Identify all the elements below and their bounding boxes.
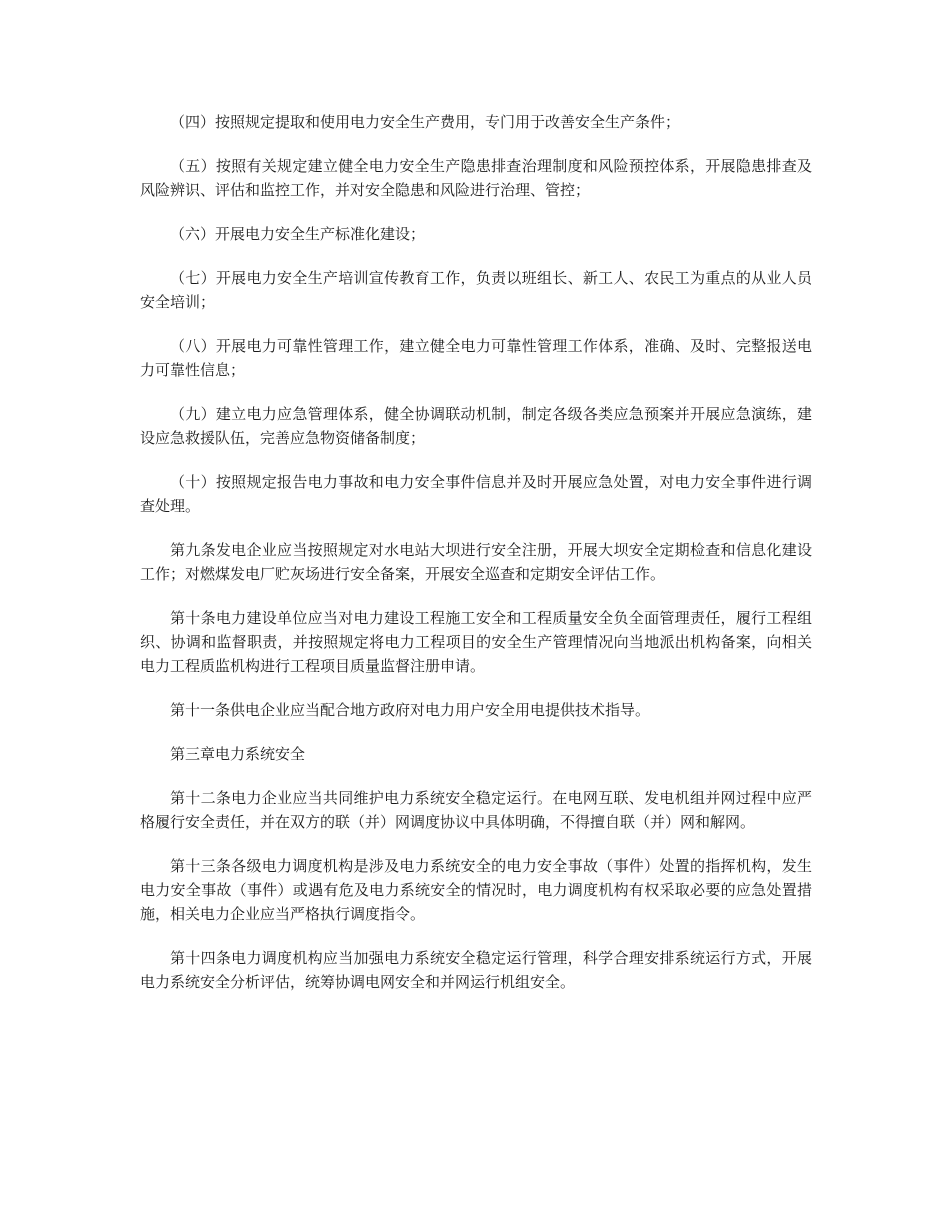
chapter-3-heading: 第三章电力系统安全: [170, 745, 306, 763]
paragraph-item-6: （六）开展电力安全生产标准化建设；: [170, 225, 426, 243]
document-body: [140, 110, 812, 1014]
article-9: 第九条发电企业应当按照规定对水电站大坝进行安全注册，开展大坝安全定期检查和信息化建设工作；对燃煤发电厂贮灰场进行安全备案，开展安全巡查和定期安全评估工作。: [140, 541, 812, 583]
article-14: 第十四条电力调度机构应当加强电力系统安全稳定运行管理，科学合理安排系统运行方式，开展电力系统安全分析评估，统筹协调电网安全和并网运行机组安全。: [140, 949, 812, 991]
article-10: 第十条电力建设单位应当对电力建设工程施工安全和工程质量安全负全面管理责任，履行工程组织、协调和监督职责，并按照规定将电力工程项目的安全生产管理情况向当地派出机构备案，向相关电力工程质监机构进行工程项目质量监督注册申请。: [140, 609, 812, 675]
article-11: 第十一条供电企业应当配合地方政府对电力用户安全用电提供技术指导。: [170, 701, 651, 719]
paragraph-item-10: （十）按照规定报告电力事故和电力安全事件信息并及时开展应急处置，对电力安全事件进行调查处理。: [140, 473, 812, 515]
paragraph-item-5: （五）按照有关规定建立健全电力安全生产隐患排查治理制度和风险预控体系，开展隐患排查及风险辨识、评估和监控工作，并对安全隐患和风险进行治理、管控；: [140, 157, 812, 199]
article-13: 第十三条各级电力调度机构是涉及电力系统安全的电力安全事故（事件）处置的指挥机构，发生电力安全事故（事件）或遇有危及电力系统安全的情况时，电力调度机构有权采取必要的应急处置措施，相关电力企业应当严格执行调度指令。: [140, 857, 812, 923]
paragraph-item-7: （七）开展电力安全生产培训宣传教育工作，负责以班组长、新工人、农民工为重点的从业人员安全培训；: [140, 269, 812, 311]
paragraph-item-4: （四）按照规定提取和使用电力安全生产费用，专门用于改善安全生产条件；: [170, 113, 681, 131]
paragraph-item-9: （九）建立电力应急管理体系，健全协调联动机制，制定各级各类应急预案并开展应急演练，建设应急救援队伍，完善应急物资储备制度；: [140, 405, 812, 447]
article-12: 第十二条电力企业应当共同维护电力系统安全稳定运行。在电网互联、发电机组并网过程中应严格履行安全责任，并在双方的联（并）网调度协议中具体明确，不得擅自联（并）网和解网。: [140, 789, 812, 831]
paragraph-item-8: （八）开展电力可靠性管理工作，建立健全电力可靠性管理工作体系，准确、及时、完整报送电力可靠性信息；: [140, 337, 812, 379]
